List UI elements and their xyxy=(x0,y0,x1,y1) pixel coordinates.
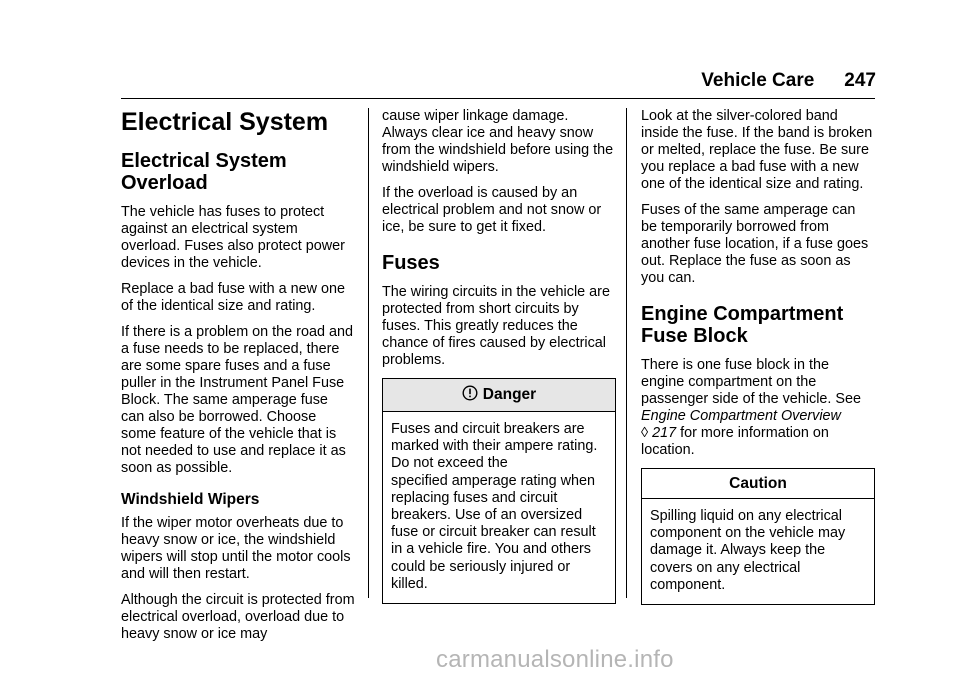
danger-line: replacing fuses and circuit xyxy=(391,489,558,506)
engine-heading-line2: Fuse Block xyxy=(641,325,748,347)
caution-line: component on the vehicle may xyxy=(650,525,846,542)
caution-line: damage it. Always keep the xyxy=(650,542,826,559)
caution-line: Spilling liquid on any electrical xyxy=(650,508,842,524)
caution-body xyxy=(642,499,874,604)
caution-header: Caution xyxy=(642,469,874,499)
column-divider-1 xyxy=(368,108,369,598)
overload-heading-line1: Electrical System xyxy=(121,150,287,172)
page-number: 247 xyxy=(844,70,876,91)
paragraph: If there is a problem on the road and a fuse needs to be replaced, there are some spare fuses and a fuse puller in the Instrument Panel Fuse Block. The same amperage fuse can also be borrowed. Choose some feature of the vehicle that is not needed to use and replace it as soon as possible. xyxy=(121,324,353,476)
danger-line: killed. xyxy=(391,575,428,592)
danger-line: breakers. Use of an oversized xyxy=(391,507,583,524)
engine-heading-line1: Engine Compartment xyxy=(641,303,844,325)
caution-line: component. xyxy=(650,576,726,593)
danger-line: in a vehicle fire. You and others xyxy=(391,541,592,558)
danger-line: Do not exceed the xyxy=(391,455,508,472)
overload-heading xyxy=(121,150,355,194)
paragraph: Replace a bad fuse with a new one of the identical size and rating. xyxy=(121,281,346,314)
running-header xyxy=(701,70,876,92)
paragraph: cause wiper linkage damage. Always clear ice and heavy snow from the windshield before using the windshield wipers. xyxy=(382,108,614,175)
header-rule xyxy=(121,98,875,99)
danger-box xyxy=(382,378,616,604)
danger-line: marked with their ampere rating. xyxy=(391,438,598,455)
caution-box xyxy=(641,468,875,605)
column-2 xyxy=(382,108,616,604)
cross-reference-link[interactable]: Engine Compartment Overview xyxy=(641,408,841,424)
danger-line: specified amperage rating when xyxy=(391,472,595,489)
paragraph-tail: for more information on location. xyxy=(641,425,829,458)
overload-heading-line2: Overload xyxy=(121,172,208,194)
wipers-heading: Windshield Wipers xyxy=(121,491,260,508)
section-title: Vehicle Care xyxy=(701,70,815,91)
danger-title: Danger xyxy=(482,386,537,403)
danger-line: fuse or circuit breaker can result xyxy=(391,524,596,541)
column-3 xyxy=(641,108,875,605)
paragraph: If the wiper motor overheats due to heavy snow or ice, the windshield wipers will stop until the motor cools and will then restart. xyxy=(121,515,351,582)
danger-header xyxy=(383,379,615,412)
paragraph: Look at the silver-colored band inside the fuse. If the band is broken or melted, replace the fuse. Be sure you replace a bad fuse with a new one of the identical size and rating. xyxy=(641,108,873,192)
watermark: carmanualsonline.info xyxy=(436,646,674,673)
paragraph: Although the circuit is protected from electrical overload, overload due to heavy snow or ice may xyxy=(121,592,355,642)
column-divider-2 xyxy=(626,108,627,598)
danger-line: could be seriously injured or xyxy=(391,558,571,575)
fuses-heading: Fuses xyxy=(382,252,440,274)
page-title: Electrical System xyxy=(121,108,329,136)
page-reference[interactable]: 217 xyxy=(652,425,677,441)
warning-icon xyxy=(462,385,478,405)
paragraph: The wiring circuits in the vehicle are protected from short circuits by fuses. This greatly reduces the chance of fires caused by electrical problems. xyxy=(382,284,610,368)
caution-line: covers on any electrical xyxy=(650,559,801,576)
engine-fuse-heading xyxy=(641,303,875,347)
paragraph: If the overload is caused by an electrical problem and not snow or ice, be sure to get it fixed. xyxy=(382,185,602,235)
column-1 xyxy=(121,108,355,652)
page-ref-arrow-icon: ◊ xyxy=(641,425,649,441)
paragraph: Fuses of the same amperage can be temporarily borrowed from another fuse location, if a fuse goes out. Replace the fuse as soon as you can. xyxy=(641,202,869,286)
danger-body xyxy=(383,412,615,603)
paragraph: The vehicle has fuses to protect against an electrical system overload. Fuses also protect power devices in the vehicle. xyxy=(121,204,345,271)
paragraph-text: There is one fuse block in the engine compartment on the passenger side of the vehicle. See xyxy=(641,357,861,407)
danger-line: Fuses and circuit breakers are xyxy=(391,421,585,437)
paragraph-with-reference xyxy=(641,357,875,459)
